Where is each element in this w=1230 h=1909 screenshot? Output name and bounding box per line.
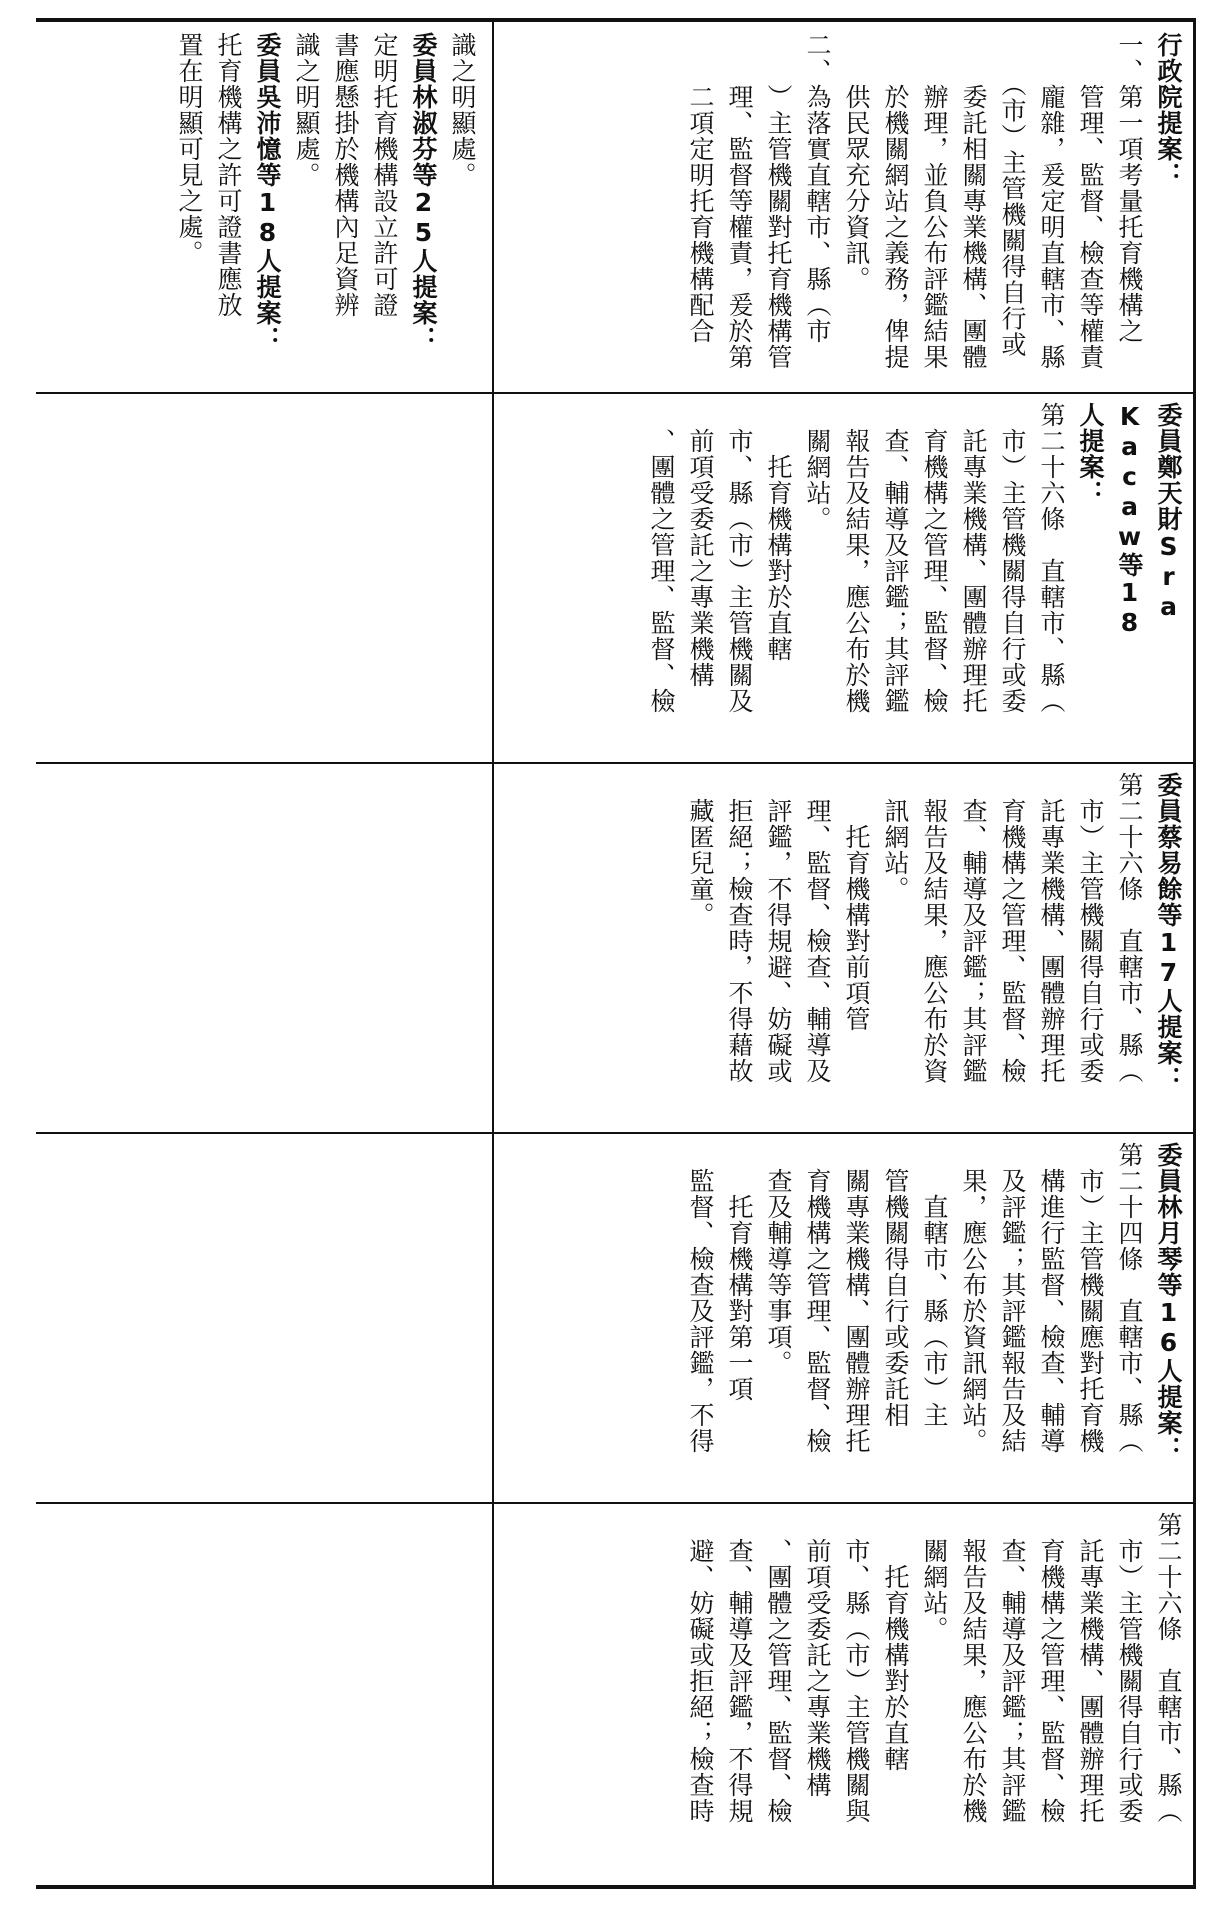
row-divider-3 xyxy=(36,1132,1196,1134)
text-line: 育機構之管理、監督、檢 xyxy=(1037,1512,1066,1824)
text-line: 托育機構對於直轄 xyxy=(764,402,793,662)
text-line: 前項受委託之專業機構 xyxy=(686,402,715,688)
text-line: 理、監督、檢查、輔導及 xyxy=(803,772,832,1084)
proposer-heading: 委員林月琴等16人提案： xyxy=(1154,1142,1183,1462)
cell-proposal-lin-yueqin xyxy=(500,1142,1188,1494)
cell-executive-yuan xyxy=(500,32,1188,382)
cell-text xyxy=(500,1142,1188,1462)
text-line: 市）主管機關得自行或委 xyxy=(1115,1512,1144,1824)
text-line: 關網站。 xyxy=(920,1512,949,1642)
row-divider-2 xyxy=(36,762,1196,764)
text-line: 查、輔導及評鑑；其評鑑 xyxy=(881,402,910,714)
proposer-heading: 委員吳沛憶等18人提案： xyxy=(253,32,282,352)
text-line: 辦理，並負公布評鑑結果 xyxy=(920,32,949,370)
text-line: 書應懸掛於機構內足資辨 xyxy=(331,32,360,318)
text-line: 托育機構對於直轄 xyxy=(881,1512,910,1772)
text-line: 理、監督等權責，爰於第 xyxy=(725,32,754,370)
text-line: 藏匿兒童。 xyxy=(686,772,715,928)
cell-proposal-zheng xyxy=(500,402,1188,754)
text-line: 查、輔導及評鑑，不得規 xyxy=(725,1512,754,1824)
text-line: 查及輔導等事項。 xyxy=(764,1142,793,1376)
text-line: 育機構之管理、監督、檢 xyxy=(803,1142,832,1454)
text-line: 、團體之管理、監督、檢 xyxy=(764,1512,793,1824)
text-line: 第二十六條 直轄市、縣（ xyxy=(1115,772,1144,1084)
proposer-heading: 人提案： xyxy=(1076,402,1105,506)
text-line: 報告及結果，應公布於機 xyxy=(842,402,871,714)
cell-explanation-lin-wu xyxy=(20,32,482,382)
text-line: 評鑑，不得規避、妨礙或 xyxy=(764,772,793,1084)
text-line: 及評鑑；其評鑑報告及結 xyxy=(998,1142,1027,1454)
text-line: 市）主管機關得自行或委 xyxy=(1076,772,1105,1084)
proposer-heading: 委員蔡易餘等17人提案： xyxy=(1154,772,1183,1092)
text-line: 避、妨礙或拒絕；檢查時 xyxy=(686,1512,715,1824)
text-line: 果，應公布於資訊網站。 xyxy=(959,1142,988,1454)
text-line: 托育機構對第一項 xyxy=(725,1142,754,1402)
cell-article-26 xyxy=(500,1512,1188,1878)
table-rule-top xyxy=(36,18,1196,22)
text-line: 報告及結果，應公布於資 xyxy=(920,772,949,1084)
text-line: 第二十四條 直轄市、縣（ xyxy=(1115,1142,1144,1454)
text-line: 訊網站。 xyxy=(881,772,910,902)
text-line: 查、輔導及評鑑；其評鑑 xyxy=(959,772,988,1084)
text-line: 構進行監督、檢查、輔導 xyxy=(1037,1142,1066,1454)
proposer-heading: 行政院提案： xyxy=(1154,32,1183,188)
text-line: 前項受委託之專業機構 xyxy=(803,1512,832,1798)
text-line: 管機關得自行或委託相 xyxy=(881,1142,910,1428)
cell-text xyxy=(500,32,1188,370)
text-line: 關專業機構、團體辦理托 xyxy=(842,1142,871,1454)
cell-text xyxy=(500,402,1188,754)
text-line: 育機構之管理、監督、檢 xyxy=(920,402,949,714)
text-line: 託專業機構、團體辦理托 xyxy=(959,402,988,714)
text-line: 託專業機構、團體辦理托 xyxy=(1037,772,1066,1084)
text-line: 監督、檢查及評鑑，不得 xyxy=(686,1142,715,1454)
proposer-heading: 委員林淑芬等25人提案： xyxy=(409,32,438,352)
text-line: 市）主管機關得自行或委 xyxy=(998,402,1027,714)
text-line: 育機構之管理、監督、檢 xyxy=(998,772,1027,1084)
text-line: 、團體之管理、監督、檢 xyxy=(647,402,676,714)
text-line: 識之明顯處。 xyxy=(292,32,321,188)
column-divider xyxy=(492,18,494,1889)
text-line: 託專業機構、團體辦理托 xyxy=(1076,1512,1105,1824)
text-line: 拒絕；檢查時，不得藉故 xyxy=(725,772,754,1084)
text-line: 托育機構對前項管 xyxy=(842,772,871,1032)
text-line: 直轄市、縣（市）主 xyxy=(920,1142,949,1428)
text-line: ）主管機關對托育機構管 xyxy=(764,32,793,370)
row-divider-1 xyxy=(36,392,1196,394)
text-line: 二、為落實直轄市、縣（市 xyxy=(803,32,832,344)
text-line: 委託相關專業機構、團體 xyxy=(959,32,988,370)
text-line: 市、縣（市）主管機關與 xyxy=(842,1512,871,1824)
cell-text xyxy=(500,772,1188,1092)
text-line: 市）主管機關應對托育機 xyxy=(1076,1142,1105,1454)
text-line: 托育機構之許可證書應放 xyxy=(214,32,243,318)
text-line: 二項定明托育機構配合 xyxy=(686,32,715,344)
cell-text xyxy=(500,1512,1188,1824)
cell-proposal-cai xyxy=(500,772,1188,1124)
text-line: 關網站。 xyxy=(803,402,832,532)
table-rule-right xyxy=(1193,18,1196,1889)
proposer-heading: 委員鄭天財Sra Kacaw等18 xyxy=(1115,402,1183,652)
text-line: 管理、監督、檢查等權責 xyxy=(1076,32,1105,370)
text-line: 市、縣（市）主管機關及 xyxy=(725,402,754,714)
text-line: 一、第一項考量托育機構之 xyxy=(1115,32,1144,344)
text-line: 查、輔導及評鑑；其評鑑 xyxy=(998,1512,1027,1824)
text-line: （市）主管機關得自行或 xyxy=(998,32,1027,358)
text-line: 第二十六條 直轄市、縣（ xyxy=(1154,1512,1183,1824)
text-line: 供民眾充分資訊。 xyxy=(842,32,871,292)
row-divider-4 xyxy=(36,1502,1196,1504)
text-line: 置在明顯可見之處。 xyxy=(175,32,204,266)
table-rule-bottom xyxy=(36,1885,1196,1889)
text-line: 第二十六條 直轄市、縣（ xyxy=(1037,402,1066,714)
text-line: 於機關網站之義務，俾提 xyxy=(881,32,910,370)
text-line: 龐雜，爰定明直轄市、縣 xyxy=(1037,32,1066,370)
text-line: 識之明顯處。 xyxy=(448,32,477,188)
cell-text xyxy=(20,32,482,352)
text-line: 報告及結果，應公布於機 xyxy=(959,1512,988,1824)
text-line: 定明托育機構設立許可證 xyxy=(370,32,399,318)
